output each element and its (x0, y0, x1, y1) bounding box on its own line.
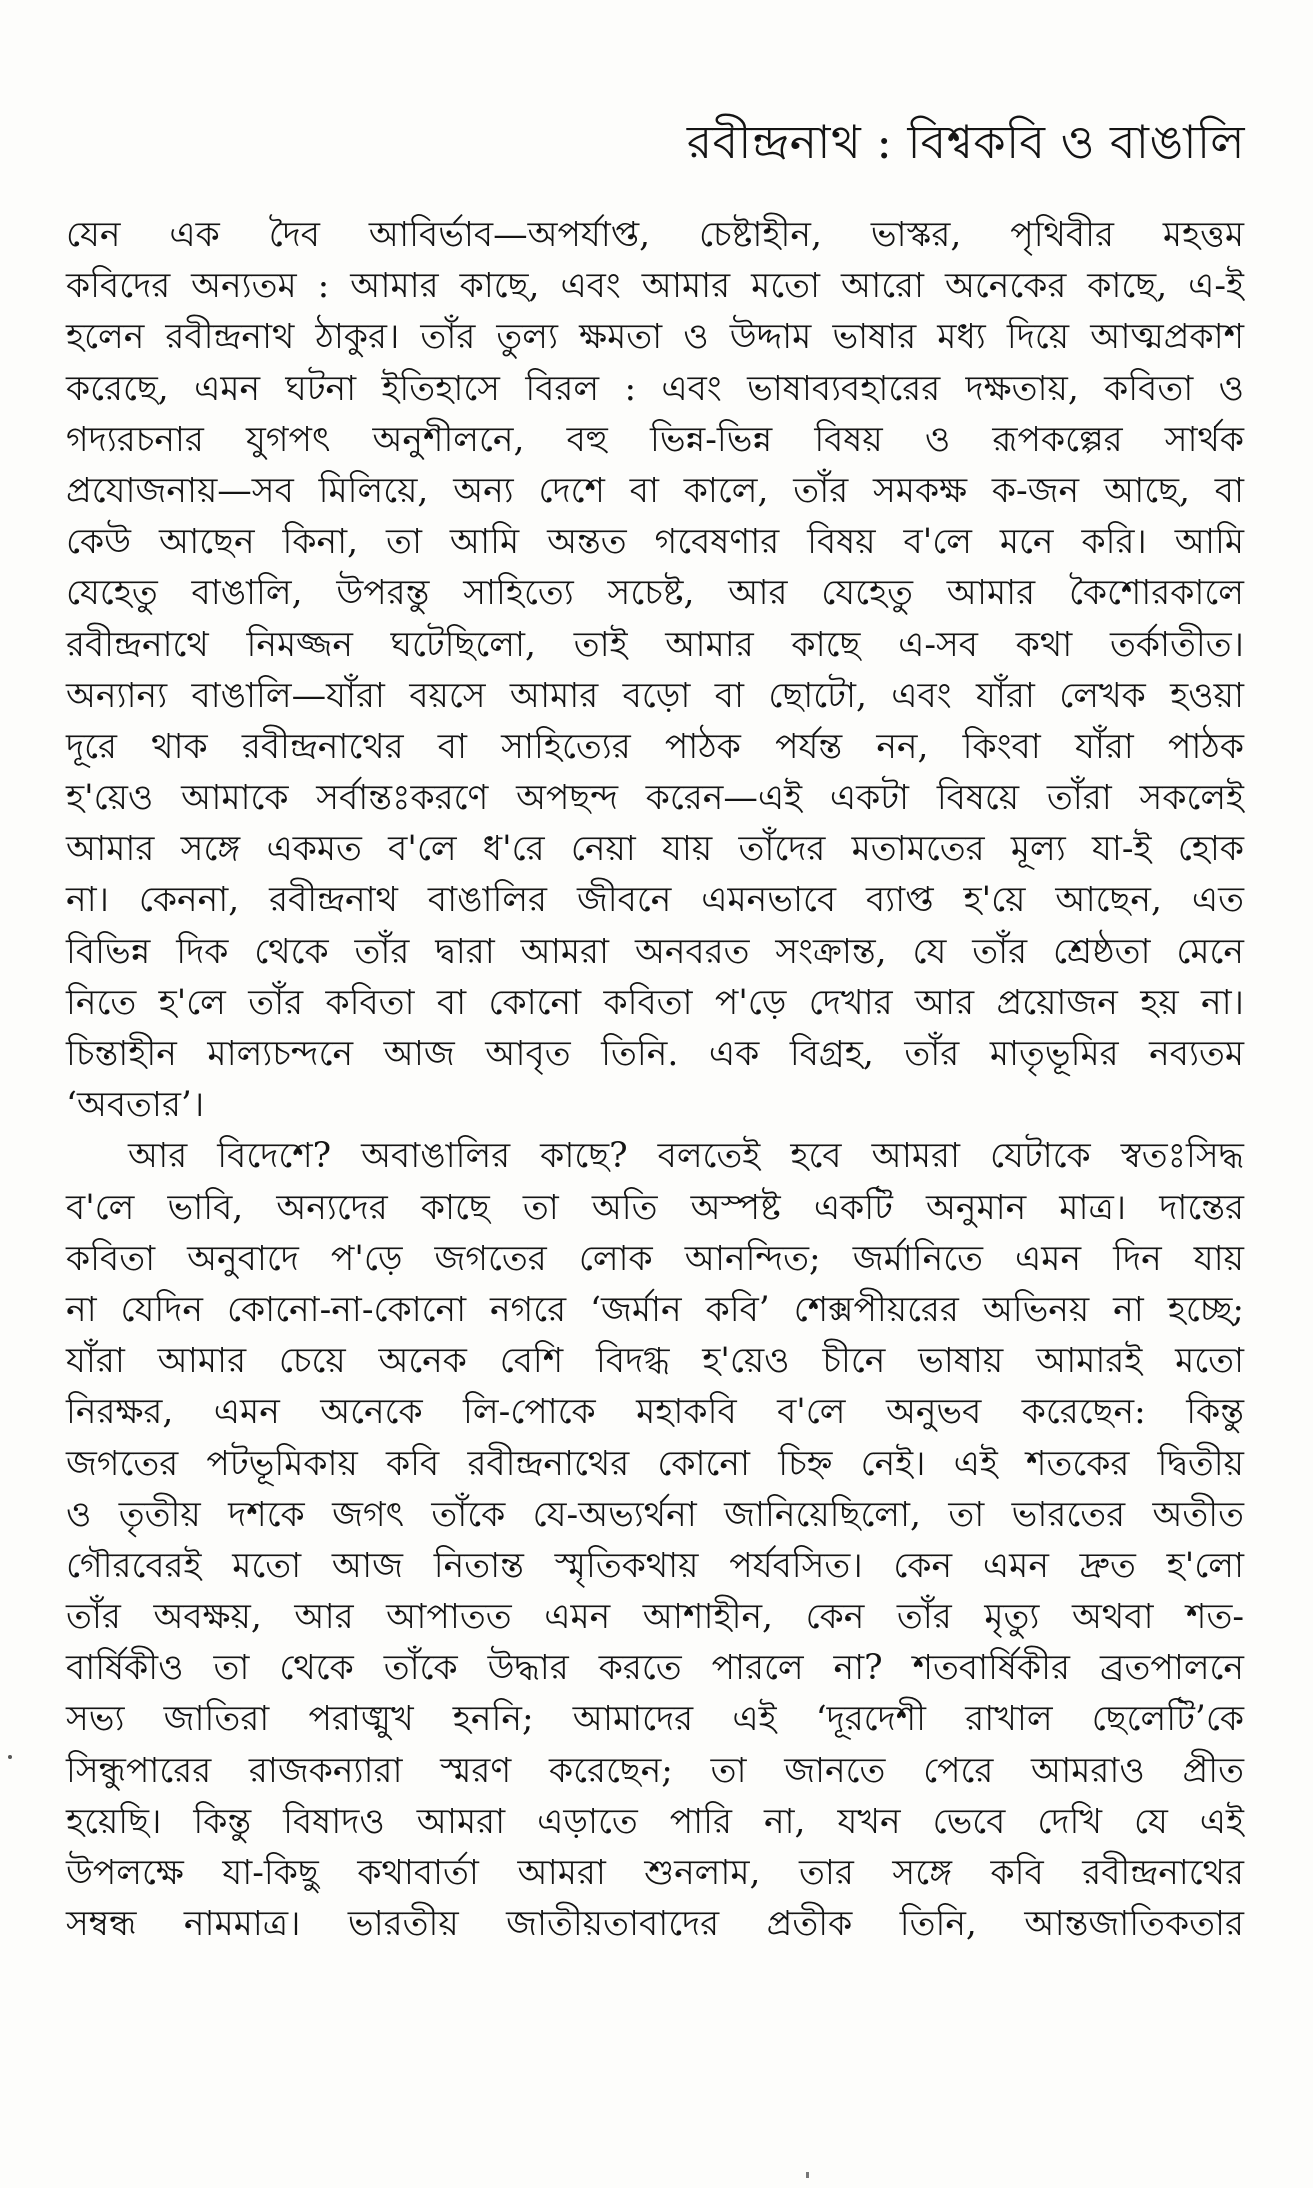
text-line: দূরে থাক রবীন্দ্রনাথের বা সাহিত্যের পাঠক পর্যন্ত নন, কিংবা যাঁরা পাঠক (66, 726, 1244, 767)
text-line: উপলক্ষে যা-কিছু কথাবার্তা আমরা শুনলাম, তার সঙ্গে কবি রবীন্দ্রনাথের (66, 1853, 1244, 1893)
text-line: আমার সঙ্গে একমত ব'লে ধ'রে নেয়া যায় তাঁদের মতামতের মূল্য যা-ই হোক (66, 829, 1244, 870)
stray-ink-dot (8, 1755, 12, 1759)
text-line: গৌরবেরই মতো আজ নিতান্ত স্মৃতিকথায় পর্যবসিত। কেন এমন দ্রুত হ'লো (66, 1545, 1244, 1586)
text-line: কবিতা অনুবাদে প'ড়ে জগতের লোক আনন্দিত; জর্মানিতে এমন দিন যায় (66, 1238, 1244, 1279)
text-line: বিভিন্ন দিক থেকে তাঁর দ্বারা আমরা অনবরত সংক্রান্ত, যে তাঁর শ্রেষ্ঠতা মেনে (66, 931, 1244, 972)
text-line: জগতের পটভূমিকায় কবি রবীন্দ্রনাথের কোনো চিহ্ন নেই। এই শতকের দ্বিতীয় (66, 1443, 1244, 1484)
text-line: হয়েছি। কিন্তু বিষাদও আমরা এড়াতে পারি না, যখন ভেবে দেখি যে এই (66, 1801, 1244, 1842)
text-line: ও তৃতীয় দশকে জগৎ তাঁকে যে-অভ্যর্থনা জানিয়েছিলো, তা ভারতের অতীত (66, 1494, 1244, 1535)
paragraph (66, 210, 1244, 1131)
text-line: গদ্যরচনার যুগপৎ অনুশীলনে, বহু ভিন্ন-ভিন্ন বিষয় ও রূপকল্পের সার্থক (66, 419, 1244, 460)
text-line: যেন এক দৈব আবির্ভাব—অপর্যাপ্ত, চেষ্টাহীন, ভাস্কর, পৃথিবীর মহত্তম (66, 215, 1244, 255)
body-text (66, 210, 1244, 1950)
text-line: আর বিদেশে? অবাঙালির কাছে? বলতেই হবে আমরা যেটাকে স্বতঃসিদ্ধ (128, 1136, 1244, 1177)
paragraph (66, 1131, 1244, 1950)
text-line: হলেন রবীন্দ্রনাথ ঠাকুর। তাঁর তুল্য ক্ষমতা ও উদ্দাম ভাষার মধ্য দিয়ে আত্মপ্রকাশ (66, 317, 1244, 358)
text-line: না। কেননা, রবীন্দ্রনাথ বাঙালির জীবনে এমনভাবে ব্যাপ্ত হ'য়ে আছেন, এত (66, 880, 1244, 921)
text-line: যেহেতু বাঙালি, উপরন্তু সাহিত্যে সচেষ্ট, আর যেহেতু আমার কৈশোরকালে (66, 573, 1244, 614)
text-line: বার্ষিকীও তা থেকে তাঁকে উদ্ধার করতে পারলে না? শতবার্ষিকীর ব্রতপালনে (66, 1648, 1244, 1689)
text-line: সম্বন্ধ নামমাত্র। ভারতীয় জাতীয়তাবাদের প্রতীক তিনি, আন্তজাতিকতার (66, 1904, 1244, 1945)
text-line: কবিদের অন্যতম : আমার কাছে, এবং আমার মতো আরো অনেকের কাছে, এ-ই (66, 266, 1244, 307)
text-line: চিন্তাহীন মাল্যচন্দনে আজ আবৃত তিনি. এক বিগ্রহ, তাঁর মাতৃভূমির নব্যতম (66, 1034, 1244, 1074)
text-line: নিতে হ'লে তাঁর কবিতা বা কোনো কবিতা প'ড়ে দেখার আর প্রয়োজন হয় না। (66, 982, 1244, 1023)
text-line: প্রযোজনায়—সব মিলিয়ে, অন্য দেশে বা কালে, তাঁর সমকক্ষ ক-জন আছে, বা (66, 470, 1244, 511)
text-line: সিন্ধুপারের রাজকন্যারা স্মরণ করেছেন; তা জানতে পেরে আমরাও প্রীত (66, 1750, 1244, 1791)
text-line: ‘অবতার’। (66, 1085, 205, 1126)
text-line: না যেদিন কোনো-না-কোনো নগরে ‘জর্মান কবি’ শেক্সপীয়রের অভিনয় না হচ্ছে; (66, 1289, 1244, 1330)
text-line: কেউ আছেন কিনা, তা আমি অন্তত গবেষণার বিষয় ব'লে মনে করি। আমি (66, 522, 1244, 563)
text-line: তাঁর অবক্ষয়, আর আপাতত এমন আশাহীন, কেন তাঁর মৃত্যু অথবা শত- (66, 1597, 1244, 1638)
text-line: করেছে, এমন ঘটনা ইতিহাসে বিরল : এবং ভাষাব্যবহারের দক্ষতায়, কবিতা ও (66, 368, 1244, 409)
text-line: ব'লে ভাবি, অন্যদের কাছে তা অতি অস্পষ্ট একটি অনুমান মাত্র। দান্তের (66, 1187, 1244, 1228)
text-line: অন্যান্য বাঙালি—যাঁরা বয়সে আমার বড়ো বা ছোটো, এবং যাঁরা লেখক হওয়া (66, 675, 1244, 716)
text-line: রবীন্দ্রনাথে নিমজ্জন ঘটেছিলো, তাই আমার কাছে এ-সব কথা তর্কাতীত। (66, 624, 1244, 665)
text-line: নিরক্ষর, এমন অনেকে লি-পোকে মহাকবি ব'লে অনুভব করেছেন: কিন্তু (66, 1392, 1244, 1433)
text-line: হ'য়েও আমাকে সর্বান্তঃকরণে অপছন্দ করেন—এই একটা বিষয়ে তাঁরা সকলেই (66, 778, 1244, 819)
text-line: সভ্য জাতিরা পরাঙ্মুখ হননি; আমাদের এই ‘দূরদেশী রাখাল ছেলেটি’কে (66, 1699, 1244, 1740)
running-head: রবীন্দ্রনাথ : বিশ্বকবি ও বাঙালি (686, 115, 1245, 169)
text-line: যাঁরা আমার চেয়ে অনেক বেশি বিদগ্ধ হ'য়েও চীনে ভাষায় আমারই মতো (66, 1341, 1244, 1382)
page-edge-mark (806, 2172, 809, 2178)
